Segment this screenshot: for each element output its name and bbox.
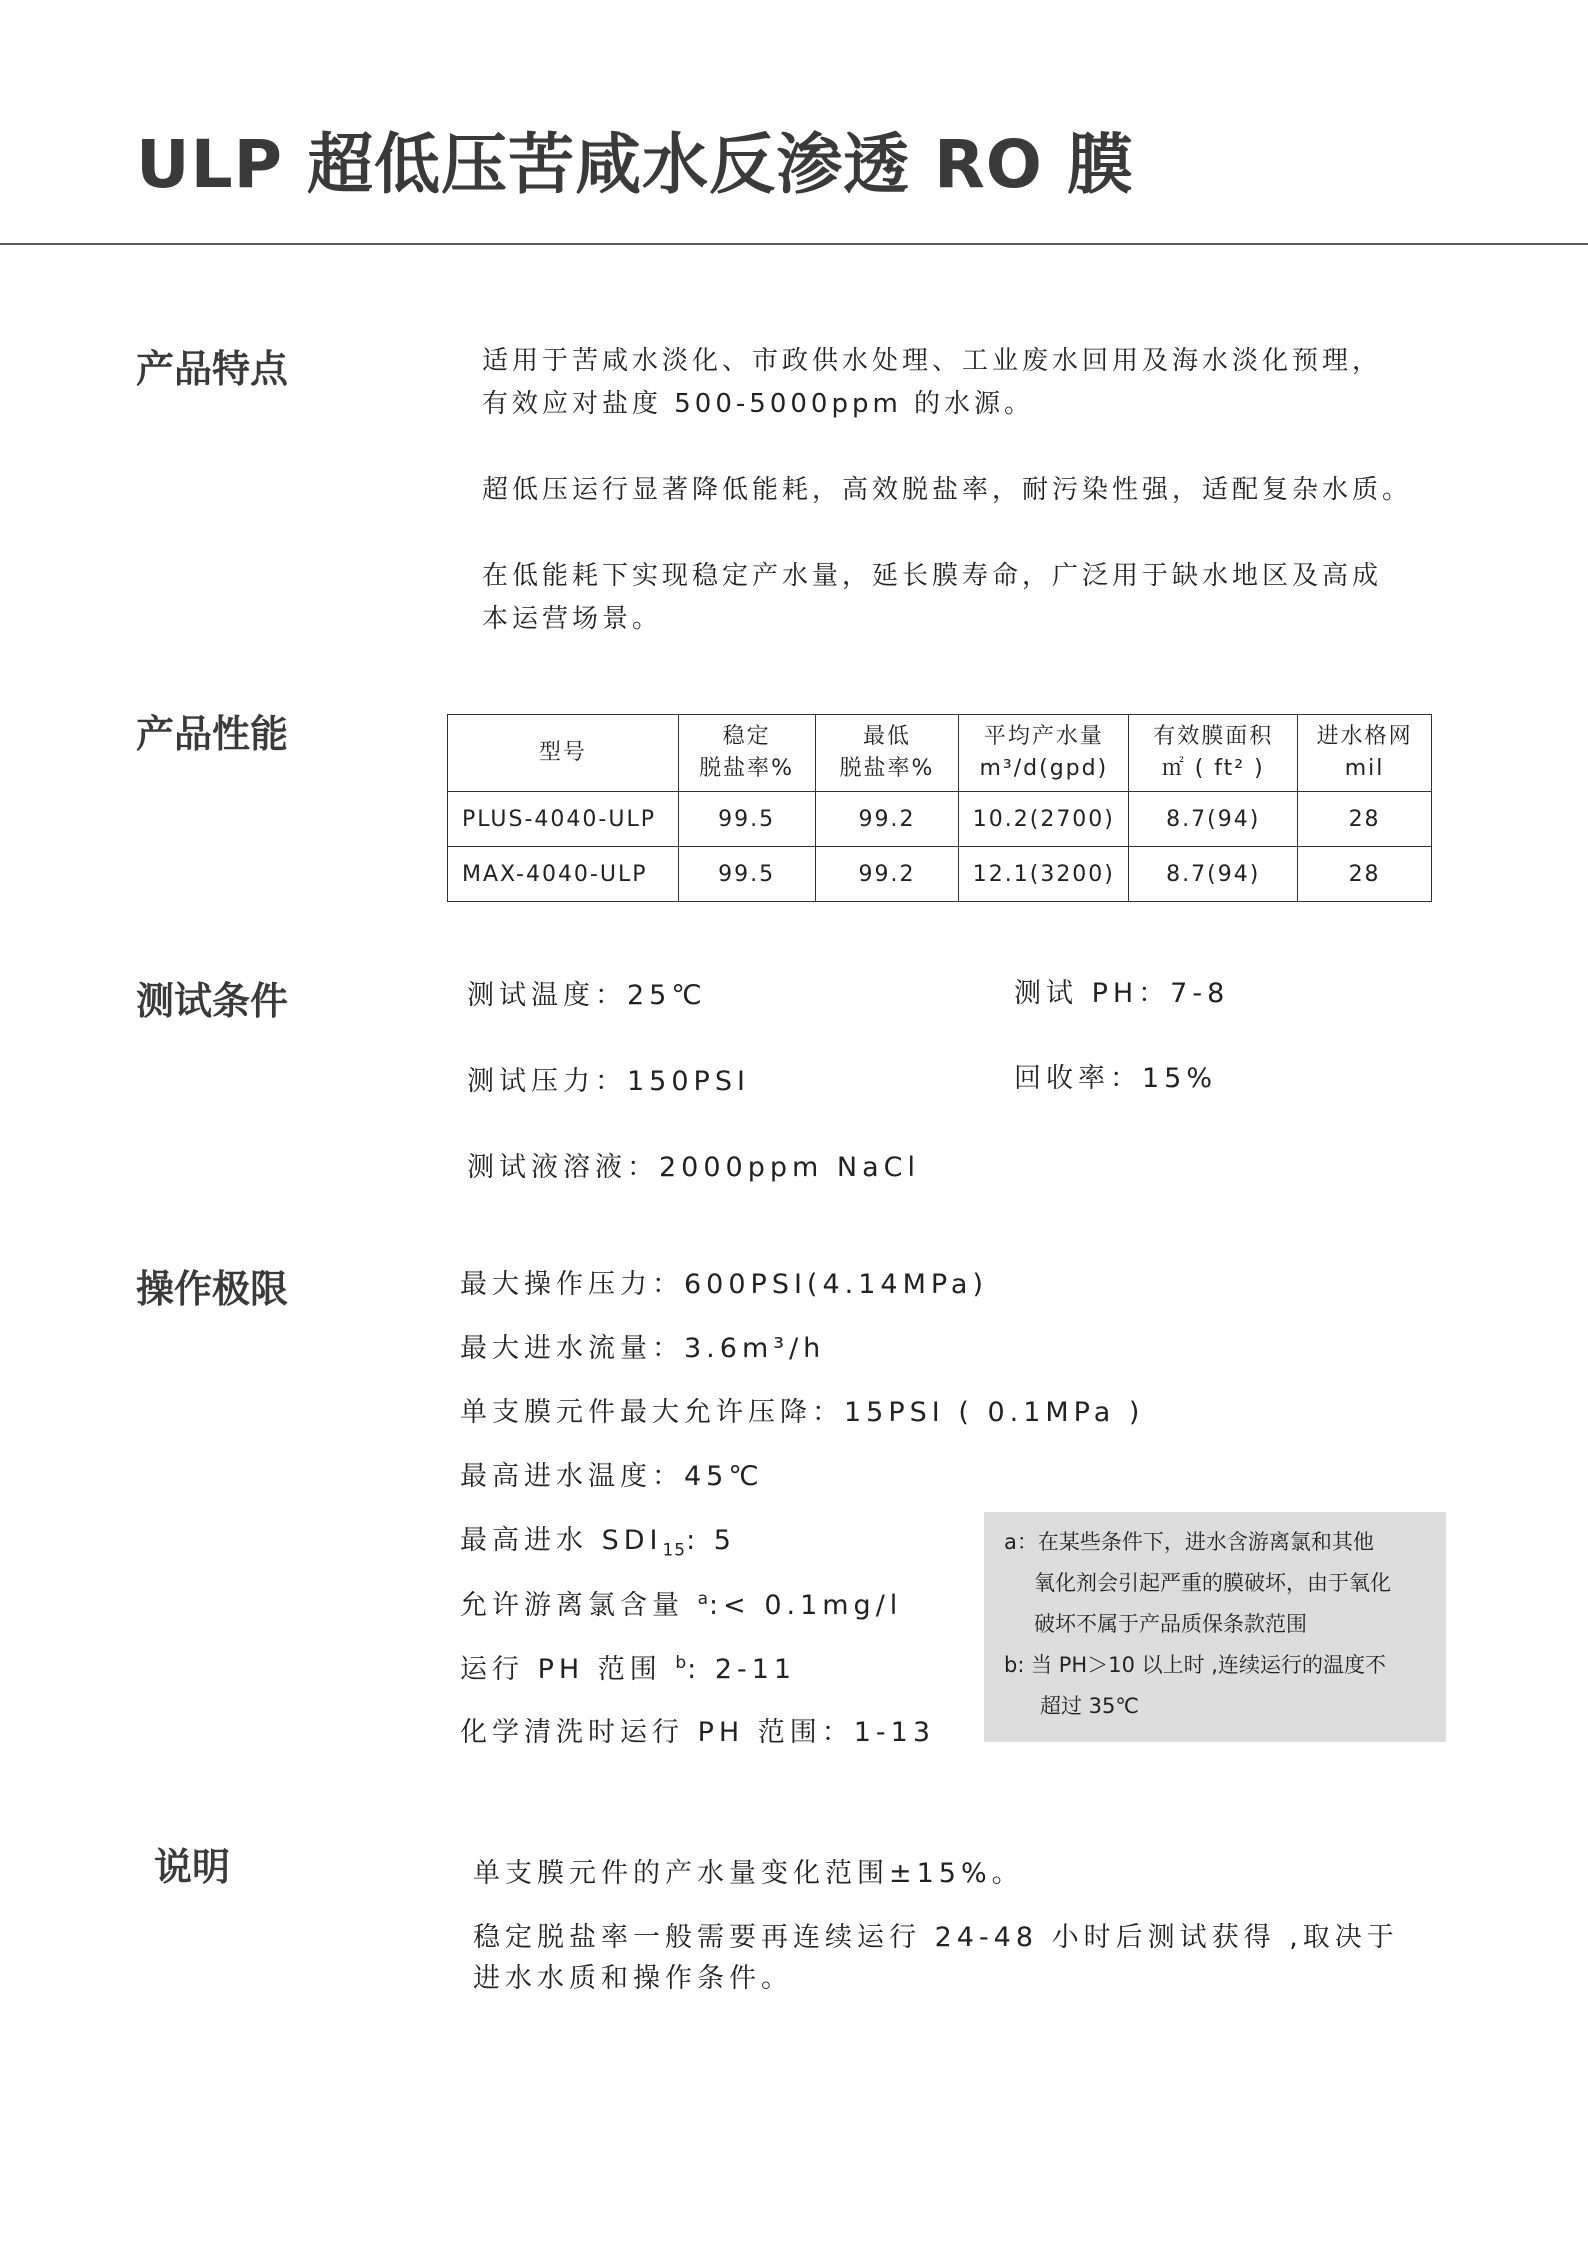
limit-cleaning-ph: 化学清洗时运行 PH 范围：1-13	[460, 1717, 936, 1748]
table-cell: 28	[1298, 847, 1432, 902]
features-para3-line1: 在低能耗下实现稳定产水量，延长膜寿命，广泛用于缺水地区及高成	[482, 561, 1383, 591]
limit-max-drop: 单支膜元件最大允许压降：15PSI ( 0.1MPa )	[460, 1397, 1145, 1428]
limit-chlorine: 允许游离氯含量 $^a$:< 0.1mg/l	[460, 1589, 903, 1621]
header-min-rejection: 最低 脱盐率%	[815, 715, 959, 792]
test-solution: 测试液溶液：2000ppm NaCl	[467, 1152, 920, 1183]
notes-line1: 单支膜元件的产水量变化范围±15%。	[473, 1858, 1024, 1889]
table-cell: 99.2	[815, 847, 959, 902]
test-recovery: 回收率：15%	[1014, 1063, 1218, 1094]
table-cell: 99.5	[678, 792, 815, 847]
test-pressure: 测试压力：150PSI	[467, 1066, 750, 1097]
footnotes-box	[984, 1512, 1446, 1742]
features-label: 产品特点	[136, 347, 289, 391]
notes-label: 说明	[154, 1845, 231, 1889]
header-membrane-area: 有效膜面积 ㎡ ( ft² )	[1129, 715, 1298, 792]
table-cell: PLUS-4040-ULP	[448, 792, 679, 847]
limit-ph-range: 运行 PH 范围 $^b$: 2-11	[460, 1653, 797, 1685]
footnote-a-line1: a：在某些条件下，进水含游离氯和其他	[1004, 1530, 1374, 1554]
table-cell: 10.2(2700)	[959, 792, 1129, 847]
notes-line2: 稳定脱盐率一般需要再连续运行 24-48 小时后测试获得 ,取决于	[473, 1922, 1399, 1953]
header-avg-flow: 平均产水量 m³/d(gpd)	[959, 715, 1129, 792]
limit-max-temp: 最高进水温度：45℃	[460, 1461, 764, 1492]
table-header-row	[448, 715, 1432, 792]
header-model: 型号	[448, 715, 679, 792]
performance-table	[447, 714, 1432, 902]
table-row	[448, 792, 1432, 847]
table-cell: 12.1(3200)	[959, 847, 1129, 902]
limit-sdi: 最高进水 $SDI_{15}$: 5	[460, 1525, 736, 1561]
features-para2: 超低压运行显著降低能耗，高效脱盐率，耐污染性强，适配复杂水质。	[482, 475, 1413, 505]
test-conditions-label: 测试条件	[136, 979, 289, 1023]
performance-label: 产品性能	[136, 712, 289, 756]
limit-max-flow: 最大进水流量：3.6m³/h	[460, 1333, 826, 1364]
table-cell: 99.2	[815, 792, 959, 847]
limit-max-pressure: 最大操作压力：600PSI(4.14MPa)	[460, 1269, 989, 1300]
table-cell: MAX-4040-ULP	[448, 847, 679, 902]
limits-label: 操作极限	[136, 1267, 289, 1311]
table-cell: 8.7(94)	[1129, 792, 1298, 847]
footnote-b-line2: 超过 35℃	[1040, 1694, 1139, 1718]
notes-line3: 进水水质和操作条件。	[473, 1963, 793, 1994]
table-cell: 99.5	[678, 847, 815, 902]
table-row	[448, 847, 1432, 902]
table-cell: 28	[1298, 792, 1432, 847]
features-para1-line1: 适用于苦咸水淡化、市政供水处理、工业废水回用及海水淡化预理，	[482, 346, 1383, 376]
title-divider	[0, 243, 1588, 245]
page-title: ULP 超低压苦咸水反渗透 RO 膜	[136, 126, 1134, 203]
header-stable-rejection: 稳定 脱盐率%	[678, 715, 815, 792]
features-para1-line2: 有效应对盐度 500-5000ppm 的水源。	[482, 389, 1035, 419]
footnote-b-line1: b: 当 PH＞10 以上时 ,连续运行的温度不	[1004, 1653, 1386, 1677]
test-ph: 测试 PH：7-8	[1014, 978, 1230, 1009]
footnote-a-line3: 破坏不属于产品质保条款范围	[1034, 1612, 1307, 1636]
table-cell: 8.7(94)	[1129, 847, 1298, 902]
features-para3-line2: 本运营场景。	[482, 604, 663, 634]
test-temp: 测试温度：25℃	[467, 980, 707, 1011]
footnote-a-line2: 氧化剂会引起严重的膜破坏，由于氧化	[1034, 1571, 1391, 1595]
header-feed-spacer: 进水格网 mil	[1298, 715, 1432, 792]
